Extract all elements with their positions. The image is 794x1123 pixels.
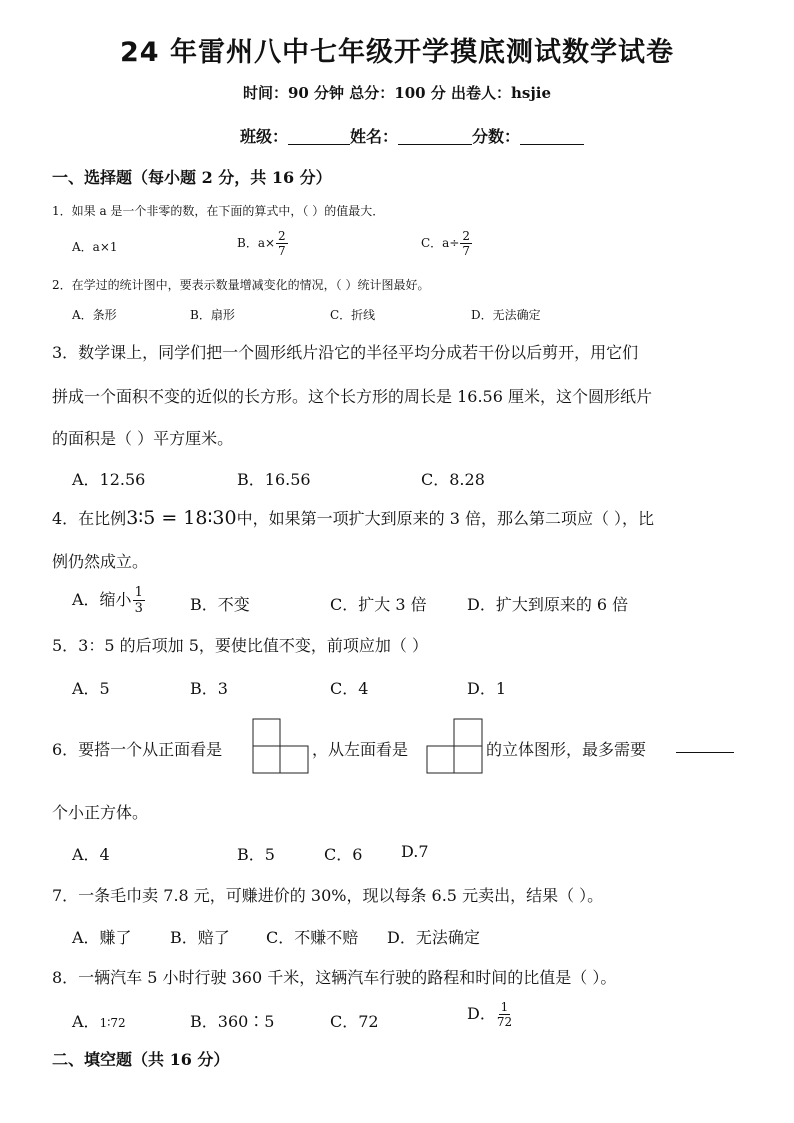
section-heading-choice: 一、选择题（每小题 2 分，共 16 分） [52, 168, 332, 187]
numerator: 1 [134, 585, 143, 600]
denominator: 3 [134, 601, 143, 616]
q7-option-d: D．无法确定 [387, 928, 480, 947]
front-view-figure [252, 718, 310, 774]
denominator: 7 [462, 244, 471, 258]
class-blank[interactable] [288, 128, 350, 145]
q6-option-a: A．4 [72, 845, 110, 864]
class-label: 班级： [240, 127, 289, 146]
q1-option-c [421, 230, 472, 257]
q5-option-c: C．4 [330, 679, 369, 698]
question-6-line-2: 个小正方体。 [52, 803, 149, 822]
fraction [497, 1001, 512, 1028]
q8-option-d-label: D． [467, 1004, 496, 1023]
left-view-bottom-right-square [454, 746, 482, 773]
question-5: 5．3：5 的后项加 5，要使比值不变，前项应加（ ） [52, 636, 428, 655]
q8-option-b: B．360∶5 [190, 1012, 275, 1031]
front-view-bottom-right-square [280, 746, 308, 773]
q5-option-d: D．1 [467, 679, 507, 698]
name-label: 姓名： [350, 127, 399, 146]
name-blank[interactable] [398, 128, 472, 145]
q7-option-b: B．赔了 [170, 928, 230, 947]
q8-option-c: C．72 [330, 1012, 379, 1031]
q7-option-a: A．赚了 [72, 928, 132, 947]
q4-option-c: C．扩大 3 倍 [330, 595, 427, 614]
q2-option-d: D．无法确定 [471, 308, 541, 322]
q6-part-2: ，从左面看是 [312, 740, 409, 759]
q1-option-c-label: C．a÷ [421, 236, 460, 250]
q4-option-d: D．扩大到原来的 6 倍 [467, 595, 629, 614]
question-3-line-1: 3．数学课上，同学们把一个圆形纸片沿它的半径平均分成若干份以后剪开，用它们 [52, 343, 639, 362]
q3-option-a: A．12.56 [72, 470, 146, 489]
numerator: 2 [278, 229, 286, 243]
q6-option-b: B．5 [237, 845, 275, 864]
q8-option-a-label: A． [72, 1012, 100, 1031]
q4-ratio: 3∶5 = 18∶30 [126, 507, 237, 529]
q6-option-c: C．6 [324, 845, 363, 864]
left-view-top-square [454, 719, 482, 746]
question-2: 2．在学过的统计图中，要表示数量增减变化的情况，（ ）统计图最好。 [52, 278, 430, 292]
q8-option-a [72, 1009, 126, 1032]
q4-option-a [72, 586, 145, 615]
q1-option-a: A．a×1 [72, 240, 118, 254]
fraction [133, 586, 145, 615]
denominator: 7 [278, 244, 286, 258]
q6-part-1: 6．要搭一个从正面看是 [52, 740, 223, 759]
exam-meta: 时间：90 分钟 总分：100 分 出卷人：hsjie [242, 84, 552, 102]
q5-option-b: B．3 [190, 679, 228, 698]
left-view-bottom-left-square [427, 746, 454, 773]
fraction [460, 230, 472, 257]
q8-option-a-value: 1∶72 [99, 1016, 126, 1030]
question-4-line-2: 例仍然成立。 [52, 552, 149, 571]
q4-prefix: 4．在比例 [52, 509, 127, 528]
q4-suffix: 中，如果第一项扩大到原来的 3 倍，那么第二项应（ ），比 [236, 509, 655, 528]
q2-option-c: C．折线 [330, 308, 376, 322]
fraction [276, 230, 288, 257]
front-view-bottom-left-square [253, 746, 280, 773]
q2-option-a: A．条形 [72, 308, 117, 322]
numerator: 1 [500, 1000, 509, 1014]
left-view-figure [426, 718, 484, 774]
q6-answer-blank[interactable] [676, 752, 734, 753]
q4-option-b: B．不变 [190, 595, 250, 614]
question-7: 7．一条毛巾卖 7.8 元，可赚进价的 30%，现以每条 6.5 元卖出，结果（ ）。 [52, 886, 604, 905]
question-3-line-3: 的面积是（ ）平方厘米。 [52, 429, 234, 448]
student-info-line [240, 124, 584, 147]
q2-option-b: B．扇形 [190, 308, 235, 322]
denominator: 72 [496, 1015, 513, 1029]
q5-option-a: A．5 [72, 679, 110, 698]
question-8: 8．一辆汽车 5 小时行驶 360 千米，这辆汽车行驶的路程和时间的比值是（ ）。 [52, 968, 617, 987]
score-label: 分数： [472, 127, 521, 146]
q1-option-b-label: B．a× [237, 236, 276, 250]
numerator: 2 [462, 229, 471, 243]
question-4-line-1 [52, 506, 654, 529]
q7-option-c: C．不赚不赔 [266, 928, 359, 947]
question-3-line-2: 拼成一个面积不变的近似的长方形。这个长方形的周长是 16.56 厘米，这个圆形纸片 [52, 387, 652, 406]
q6-option-d: D.7 [401, 842, 429, 861]
q8-option-d [467, 1001, 512, 1028]
score-blank[interactable] [520, 128, 584, 145]
question-1: 1．如果 a 是一个非零的数，在下面的算式中，（ ）的值最大． [52, 204, 385, 218]
q6-part-3: 的立体图形，最多需要 [486, 740, 647, 759]
q4-option-a-label: A．缩小 [72, 590, 132, 609]
q3-option-b: B．16.56 [237, 470, 311, 489]
front-view-top-square [253, 719, 280, 746]
page-title: 24 年雷州八中七年级开学摸底测试数学试卷 [120, 37, 674, 68]
section-heading-fill-in: 二、填空题（共 16 分） [52, 1050, 230, 1069]
q1-option-b [237, 230, 288, 257]
q3-option-c: C．8.28 [421, 470, 485, 489]
